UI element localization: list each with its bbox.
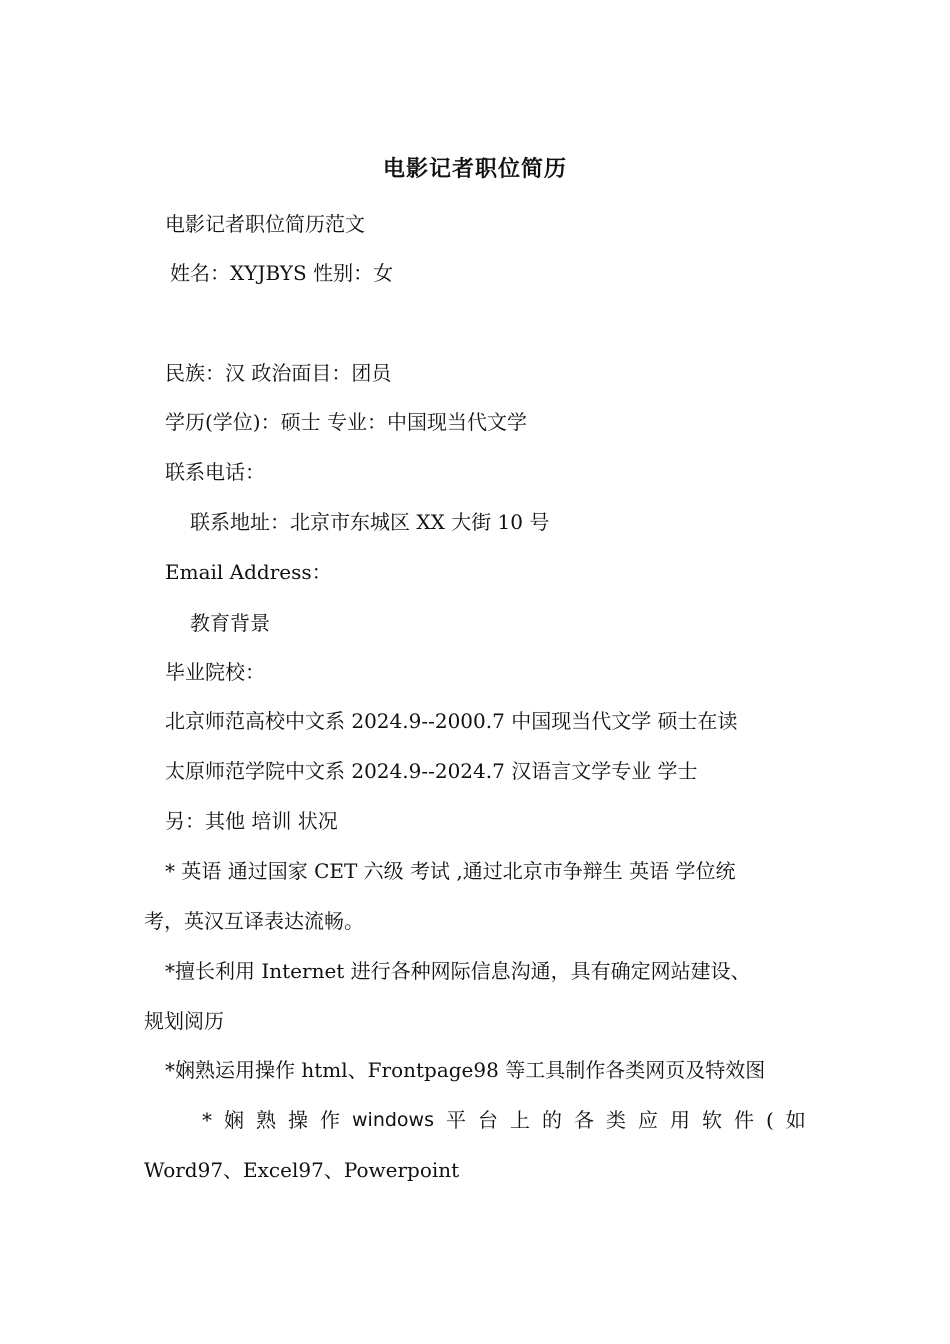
spread-token: 台 [477, 1108, 498, 1132]
spread-token: 软 [701, 1108, 722, 1132]
subtitle-line: 电影记者职位简历范文 [165, 212, 365, 236]
english-skill-line-2: 考，英汉互译表达流畅。 [144, 909, 364, 933]
spread-token: 熟 [256, 1108, 276, 1132]
document-title: 电影记者职位简历 [382, 156, 567, 182]
spread-token: windows [352, 1109, 434, 1131]
education-major-line: 学历(学位)：硕士 专业：中国现当代文学 [165, 410, 527, 434]
spread-token: 用 [669, 1108, 690, 1132]
school-label-line: 毕业院校： [165, 660, 265, 684]
spread-token: * [202, 1108, 212, 1132]
spread-token: 件 [733, 1108, 754, 1132]
training-heading: 另：其他 培训 状况 [165, 809, 338, 833]
office-apps-line: Word97、Excel97、Powerpoint [144, 1158, 460, 1182]
spread-token: 如 [785, 1108, 806, 1132]
phone-line: 联系电话： [165, 460, 265, 484]
internet-skill-line-1: *擅长利用 Internet 进行各种网际信息沟通，具有确定网站建设、 [165, 959, 751, 983]
name-gender-line: 姓名：XYJBYS 性别：女 [170, 261, 394, 285]
spread-token: 作 [320, 1108, 340, 1132]
spread-token: 应 [637, 1108, 658, 1132]
school-entry-1: 北京师范高校中文系 2024.9--2000.7 中国现当代文学 硕士在读 [165, 709, 738, 733]
spread-token: 娴 [224, 1108, 244, 1132]
email-line: Email Address： [165, 560, 332, 584]
address-line: 联系地址：北京市东城区 XX 大街 10 号 [190, 510, 550, 534]
spread-token: 各 [573, 1108, 594, 1132]
spread-token: ( [765, 1108, 774, 1132]
spread-token: 上 [509, 1108, 530, 1132]
education-heading: 教育背景 [190, 611, 270, 635]
internet-skill-line-2: 规划阅历 [144, 1009, 224, 1033]
spread-token: 的 [541, 1108, 562, 1132]
school-entry-2: 太原师范学院中文系 2024.9--2024.7 汉语言文学专业 学士 [165, 759, 698, 783]
ethnicity-politics-line: 民族：汉 政治面目：团员 [165, 361, 392, 385]
spread-token: 平 [445, 1108, 466, 1132]
windows-skill-line [202, 1105, 806, 1135]
english-skill-line-1: * 英语 通过国家 CET 六级 考试 ,通过北京市争辩生 英语 学位统 [165, 859, 736, 883]
html-skill-line: *娴熟运用操作 html、Frontpage98 等工具制作各类网页及特效图 [165, 1058, 766, 1082]
spread-token: 操 [288, 1108, 308, 1132]
spread-token: 类 [605, 1108, 626, 1132]
